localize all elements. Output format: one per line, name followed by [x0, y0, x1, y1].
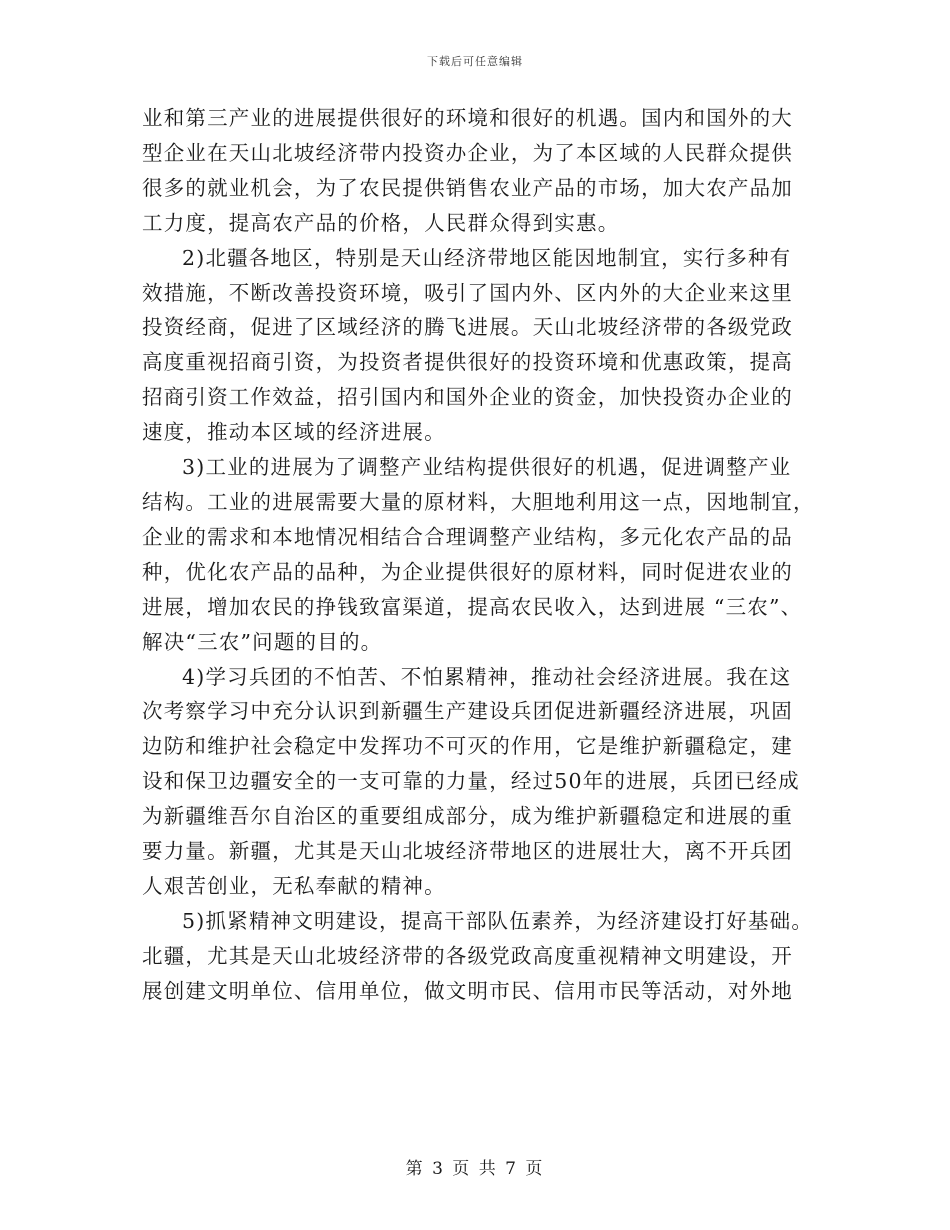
current-page-number: 3 [432, 1159, 445, 1179]
text-line: 工力度，提高农产品的价格，人民群众得到实惠。 [142, 210, 620, 235]
page-number-footer [0, 1154, 950, 1179]
text-line: 边防和维护社会稳定中发挥功不可灭的作用，它是维护新疆稳定，建 [142, 734, 793, 759]
text-line: 企业的需求和本地情况相结合合理调整产业结构，多元化农产品的品 [142, 524, 793, 549]
text-line: 高度重视招商引资，为投资者提供很好的投资环境和优惠政策，提高 [142, 350, 793, 375]
text-line: 型企业在天山北坡经济带内投资办企业，为了本区域的人民群众提供 [142, 140, 793, 165]
text-line: 投资经商，促进了区域经济的腾飞进展。天山北坡经济带的各级党政 [142, 315, 793, 340]
text-line: 效措施，不断改善投资环境，吸引了国内外、区内外的大企业来这里 [142, 280, 793, 305]
text-line: 要力量。新疆，尤其是天山北坡经济带地区的进展壮大，离不开兵团 [142, 839, 793, 864]
paragraph-2-start: 2)北疆各地区，特别是天山经济带地区能因地制宜，实行多种有 [182, 245, 792, 270]
text-line: 设和保卫边疆安全的一支可靠的力量，经过50年的进展，兵团已经成 [142, 769, 800, 794]
page-label-suffix: 页 [525, 1159, 545, 1179]
paragraph-4-start: 4)学习兵团的不怕苦、不怕累精神，推动社会经济进展。我在这 [182, 664, 792, 689]
text-line: 业和第三产业的进展提供很好的环境和很好的机遇。国内和国外的大 [142, 106, 793, 130]
total-pages-number: 7 [505, 1159, 518, 1179]
text-line: 北疆，尤其是天山北坡经济带的各级党政高度重视精神文明建设，开 [142, 943, 793, 968]
paragraph-5-start: 5)抓紧精神文明建设，提高干部队伍素养，为经济建设打好基础。 [182, 908, 814, 933]
text-line: 人艰苦创业，无私奉献的精神。 [142, 873, 446, 898]
page-header-note: 下载后可任意编辑 [427, 55, 523, 68]
text-line: 很多的就业机会，为了农民提供销售农业产品的市场，加大农产品加 [142, 175, 793, 200]
text-line: 种，优化农产品的品种，为企业提供很好的原材料，同时促进农业的 [142, 559, 793, 584]
text-line: 进展，增加农民的挣钱致富渠道，提高农民收入，达到进展 “三农”、 [142, 594, 803, 619]
text-line: 速度，推动本区域的经济进展。 [142, 420, 446, 445]
text-line: 解决“三农”问题的目的。 [142, 629, 383, 654]
page-label-middle: 页 共 [452, 1159, 498, 1179]
paragraph-3-start: 3)工业的进展为了调整产业结构提供很好的机遇，促进调整产业 [182, 455, 792, 480]
page-label-prefix: 第 [405, 1159, 425, 1179]
text-line: 招商引资工作效益，招引国内和国外企业的资金，加快投资办企业的 [142, 385, 793, 410]
text-line: 次考察学习中充分认识到新疆生产建设兵团促进新疆经济进展，巩固 [142, 699, 793, 724]
text-line: 为新疆维吾尔自治区的重要组成部分，成为维护新疆稳定和进展的重 [142, 804, 793, 829]
text-line: 结构。工业的进展需要大量的原材料，大胆地利用这一点，因地制宜， [142, 489, 815, 514]
document-body [142, 101, 815, 1009]
text-line: 展创建文明单位、信用单位，做文明市民、信用市民等活动，对外地 [142, 978, 793, 1003]
